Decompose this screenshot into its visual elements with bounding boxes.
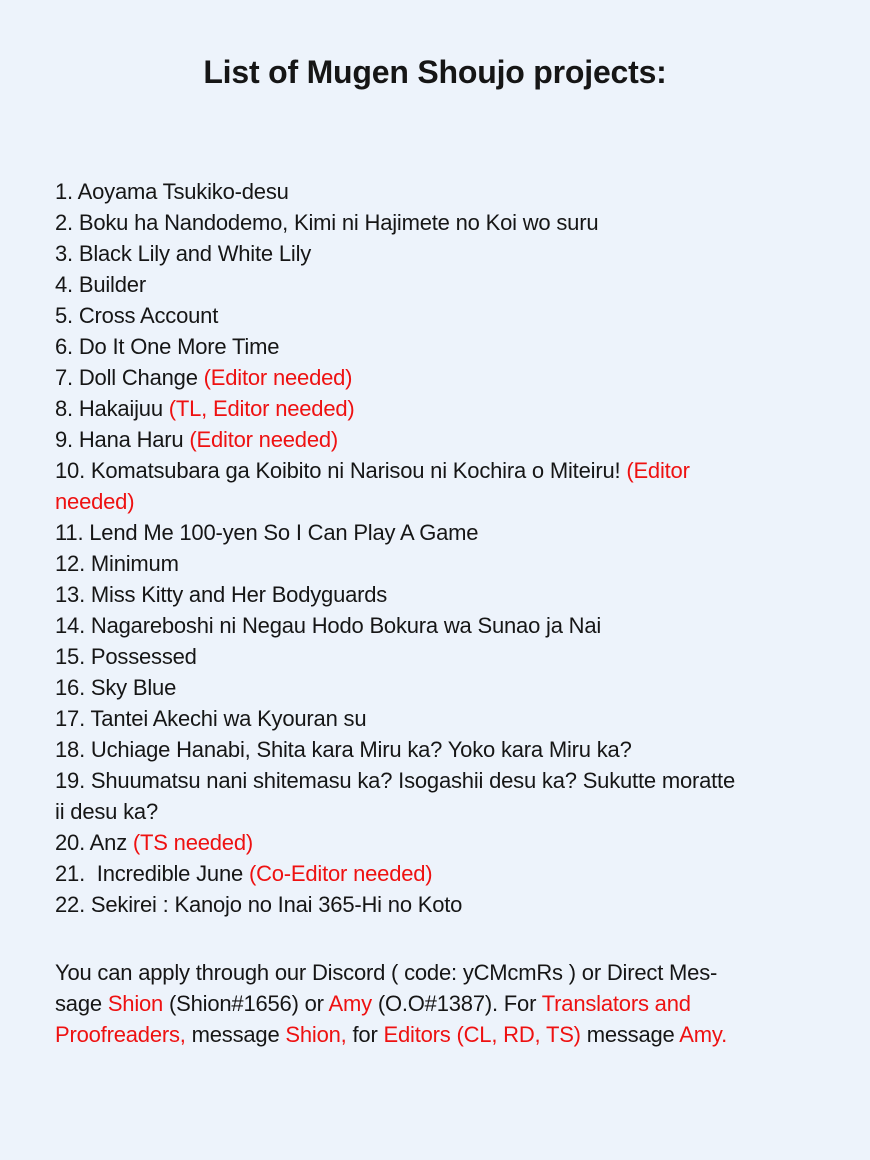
project-item-21: [55, 858, 822, 889]
project-item-7: [55, 362, 822, 393]
project-item-6-text: 6. Do It One More Time: [55, 334, 280, 359]
project-item-4-text: 4. Builder: [55, 272, 146, 297]
footer-text: message: [185, 1022, 286, 1047]
project-item-17: [55, 703, 822, 734]
project-item-8-note: (TL, Editor needed): [168, 396, 355, 421]
project-item-1: [55, 176, 822, 207]
footer-note: Editors (CL, RD, TS): [383, 1022, 581, 1047]
project-item-19-text: ii desu ka?: [55, 799, 158, 824]
project-item-14: [55, 610, 822, 641]
project-item-21-note: (Co-Editor needed): [248, 861, 433, 886]
footer-text: sage: [55, 991, 108, 1016]
footer-note: [55, 957, 822, 1050]
project-item-2-text: 2. Boku ha Nandodemo, Kimi ni Hajimete no Koi wo suru: [55, 210, 599, 235]
footer-note: Proofreaders,: [55, 1022, 186, 1047]
footer-text: You can apply through our Discord ( code: yCMcmRs ) or Direct Mes-: [55, 960, 718, 985]
project-item-15-text: 15. Possessed: [55, 644, 197, 669]
project-item-4: [55, 269, 822, 300]
project-list: [55, 176, 822, 920]
project-item-10-note: (Editor: [626, 458, 690, 483]
project-item-6: [55, 331, 822, 362]
project-item-20: [55, 827, 822, 858]
project-item-5-text: 5. Cross Account: [55, 303, 219, 328]
project-item-7-text: 7. Doll Change: [55, 365, 204, 390]
project-item-15: [55, 641, 822, 672]
project-item-11: [55, 517, 822, 548]
project-item-22-text: 22. Sekirei : Kanojo no Inai 365-Hi no Koto: [55, 892, 463, 917]
project-item-10-text: 10. Komatsubara ga Koibito ni Narisou ni Kochira o Miteiru!: [55, 458, 627, 483]
footer-text: message: [580, 1022, 680, 1047]
project-item-14-text: 14. Nagareboshi ni Negau Hodo Bokura wa Sunao ja Nai: [55, 613, 602, 638]
project-item-1-text: 1. Aoyama Tsukiko-desu: [55, 179, 289, 204]
footer-text: (O.O#1387). For: [371, 991, 542, 1016]
project-item-3-text: 3. Black Lily and White Lily: [55, 241, 312, 266]
project-item-13: [55, 579, 822, 610]
project-item-18: [55, 734, 822, 765]
project-item-10-note: needed): [55, 489, 135, 514]
project-item-12-text: 12. Minimum: [55, 551, 179, 576]
footer-text: for: [346, 1022, 384, 1047]
project-item-16: [55, 672, 822, 703]
footer-note: Translators and: [541, 991, 691, 1016]
project-item-10: [55, 455, 822, 517]
project-item-7-note: (Editor needed): [203, 365, 353, 390]
project-item-11-text: 11. Lend Me 100-yen So I Can Play A Game: [55, 520, 479, 545]
project-item-13-text: 13. Miss Kitty and Her Bodyguards: [55, 582, 388, 607]
project-item-22: [55, 889, 822, 920]
footer-note: Shion: [107, 991, 164, 1016]
project-item-8: [55, 393, 822, 424]
page-title: List of Mugen Shoujo projects:: [203, 54, 667, 90]
project-item-8-text: 8. Hakaijuu: [55, 396, 169, 421]
project-item-9: [55, 424, 822, 455]
footer-note: Amy.: [679, 1022, 727, 1047]
project-item-19: [55, 765, 822, 827]
project-item-17-text: 17. Tantei Akechi wa Kyouran su: [55, 706, 367, 731]
footer-note: Shion,: [285, 1022, 347, 1047]
project-item-16-text: 16. Sky Blue: [55, 675, 177, 700]
project-item-12: [55, 548, 822, 579]
project-item-21-text: 21. Incredible June: [55, 861, 249, 886]
project-item-5: [55, 300, 822, 331]
footer-text: (Shion#1656) or: [163, 991, 329, 1016]
project-item-3: [55, 238, 822, 269]
project-item-18-text: 18. Uchiage Hanabi, Shita kara Miru ka? Yoko kara Miru ka?: [55, 737, 632, 762]
project-item-9-note: (Editor needed): [189, 427, 339, 452]
project-item-19-text: 19. Shuumatsu nani shitemasu ka? Isogashii desu ka? Sukutte moratte: [55, 768, 736, 793]
project-item-20-text: 20. Anz: [55, 830, 133, 855]
project-item-20-note: (TS needed): [132, 830, 253, 855]
project-item-2: [55, 207, 822, 238]
project-item-9-text: 9. Hana Haru: [55, 427, 190, 452]
footer-note: Amy: [328, 991, 372, 1016]
